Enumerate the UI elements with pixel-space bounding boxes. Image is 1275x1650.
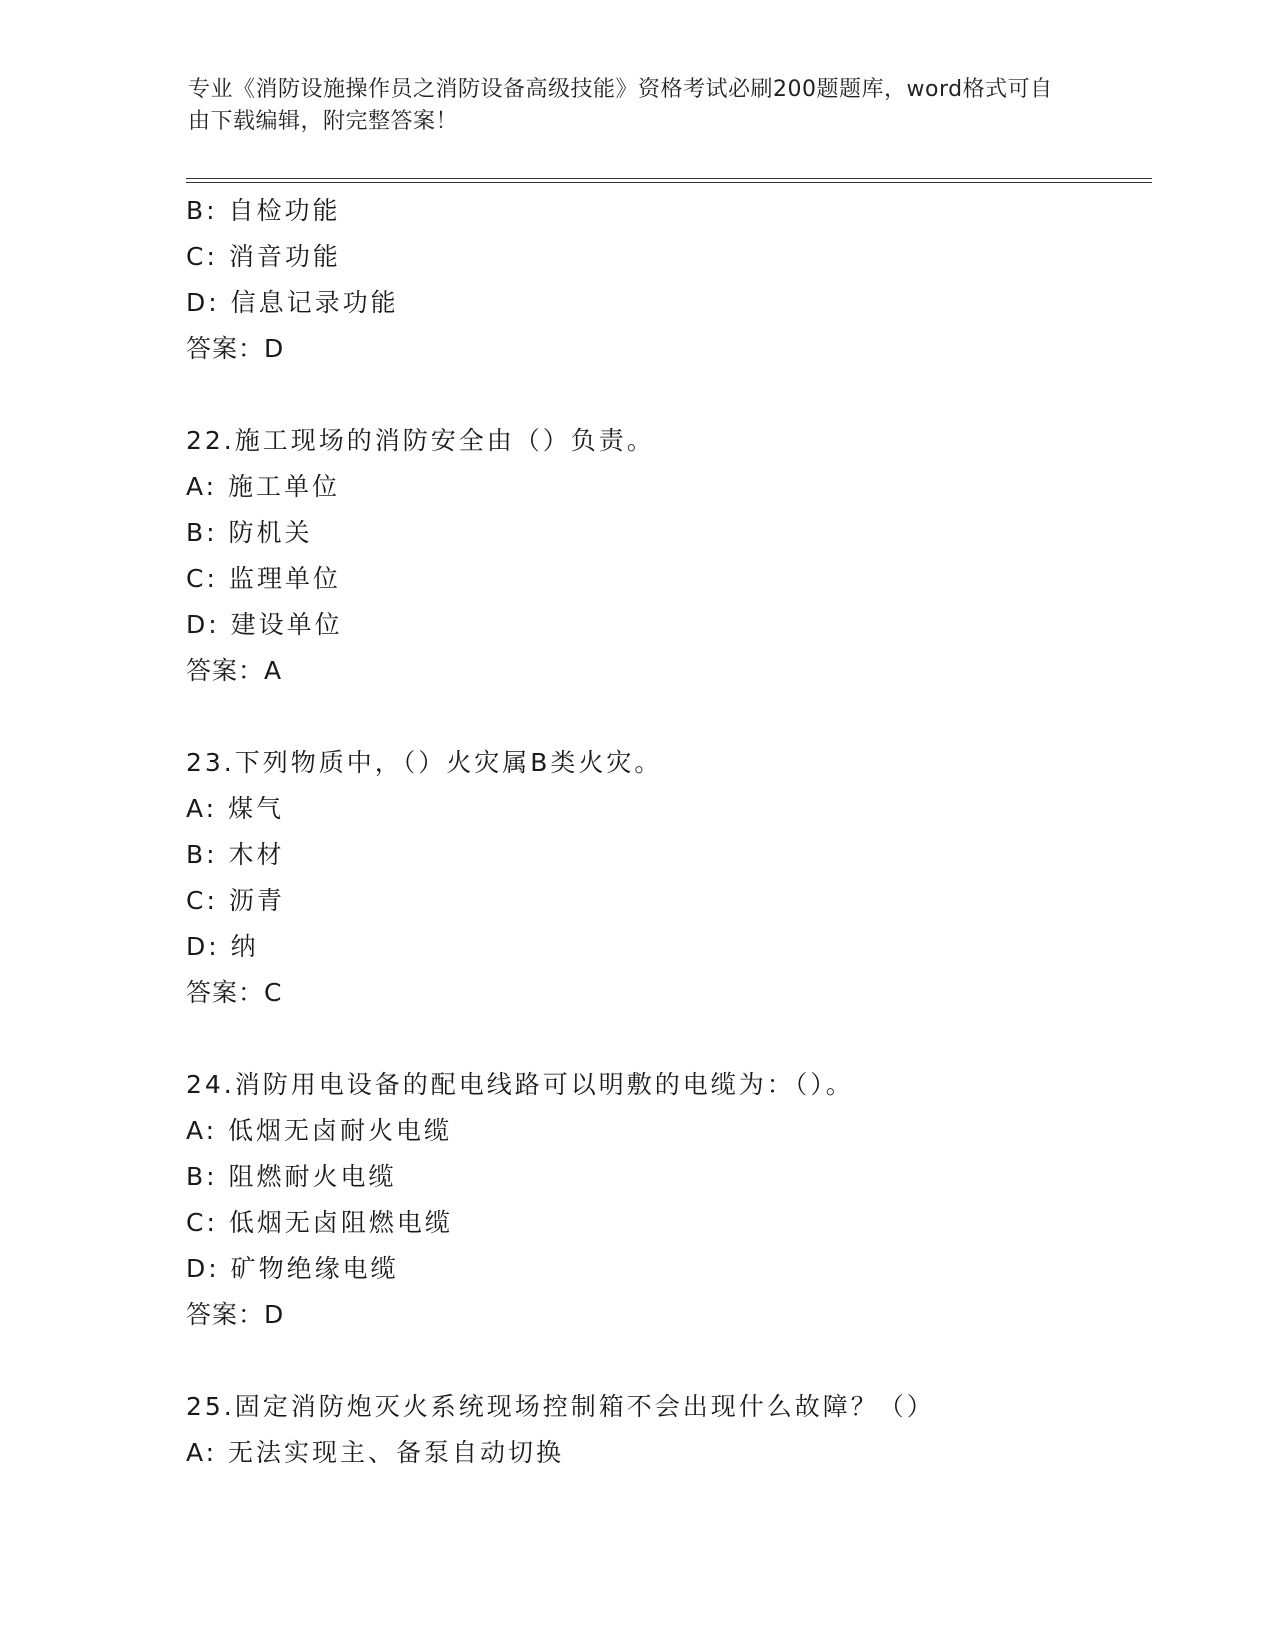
- option-a: A: 煤气: [186, 794, 285, 823]
- option-a: A: 低烟无卤耐火电缆: [186, 1116, 453, 1145]
- question-stem: 22.施工现场的消防安全由（）负责。: [186, 426, 655, 455]
- option-d: D: 纳: [186, 932, 259, 961]
- spacer: [186, 1338, 1146, 1384]
- option-b: B: 木材: [186, 840, 285, 869]
- spacer: [186, 1016, 1146, 1062]
- option-c: C: 低烟无卤阻燃电缆: [186, 1208, 453, 1237]
- option-a: A: 无法实现主、备泵自动切换: [186, 1438, 565, 1467]
- option-d: D: 建设单位: [186, 610, 343, 639]
- spacer: [186, 372, 1146, 418]
- header-rule-top: [186, 178, 1152, 179]
- option-c: C: 沥青: [186, 886, 285, 915]
- option-a: A: 施工单位: [186, 472, 341, 501]
- answer: 答案：C: [186, 978, 283, 1007]
- option-b: B: 阻燃耐火电缆: [186, 1162, 397, 1191]
- question-stem: 24.消防用电设备的配电线路可以明敷的电缆为：（）。: [186, 1070, 854, 1099]
- answer: 答案：D: [186, 1300, 285, 1329]
- answer: 答案：A: [186, 656, 283, 685]
- document-header: 专业《消防设施操作员之消防设备高级技能》资格考试必刷200题题库，word格式可自由下载编辑，附完整答案！: [188, 77, 1053, 134]
- option-d: D: 信息记录功能: [186, 288, 399, 317]
- question-25: [186, 1384, 1146, 1476]
- option-d: D: 矿物绝缘电缆: [186, 1254, 399, 1283]
- question-21-continued: [186, 188, 1146, 372]
- question-22: [186, 418, 1146, 694]
- header-rule-bottom: [186, 182, 1152, 183]
- question-stem: 25.固定消防炮灭火系统现场控制箱不会出现什么故障？（）: [186, 1392, 935, 1421]
- question-content: [186, 188, 1146, 1476]
- option-b: B: 防机关: [186, 518, 313, 547]
- question-23: [186, 740, 1146, 1016]
- question-24: [186, 1062, 1146, 1338]
- option-c: C: 消音功能: [186, 242, 341, 271]
- question-stem: 23.下列物质中，（）火灾属B类火灾。: [186, 748, 663, 777]
- spacer: [186, 694, 1146, 740]
- answer: 答案：D: [186, 334, 285, 363]
- option-b: B: 自检功能: [186, 196, 341, 225]
- option-c: C: 监理单位: [186, 564, 341, 593]
